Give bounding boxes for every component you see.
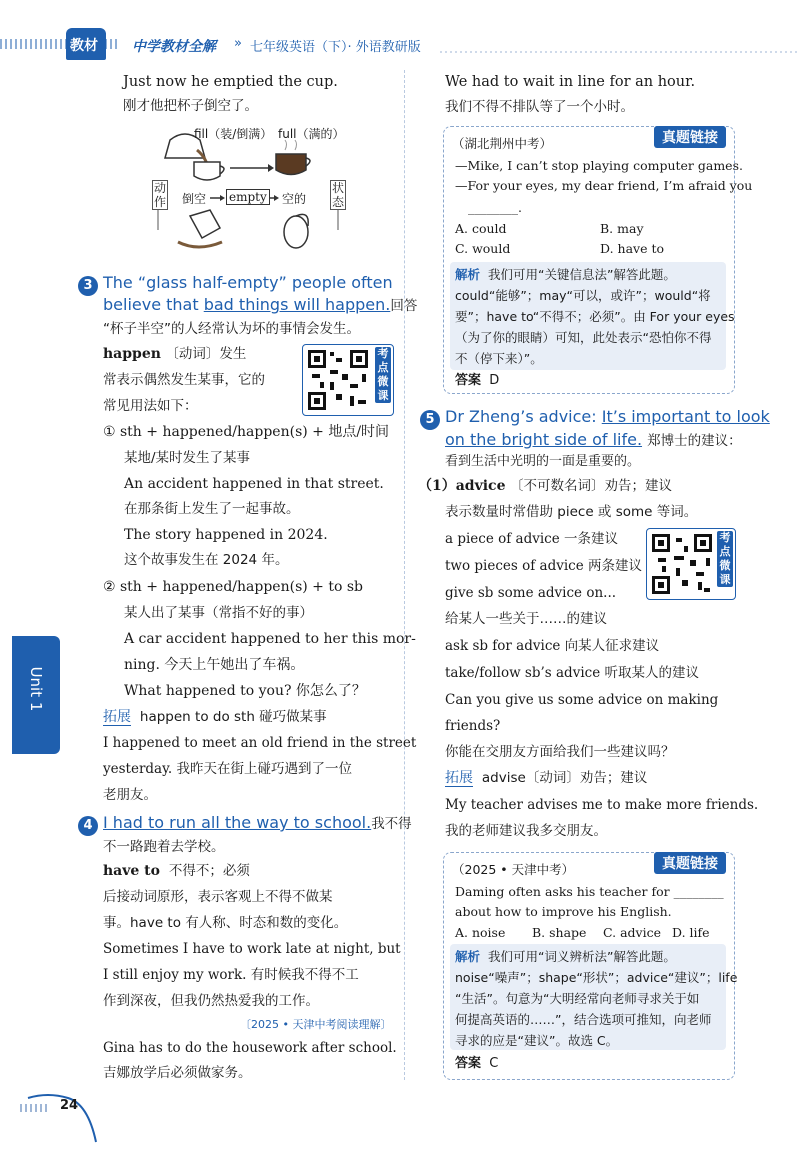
q1-analysis-4: （为了你的眼睛）可知，此处表示“恐怕你不得 <box>455 330 712 345</box>
extension-ex-1: I happened to meet an old friend in the street <box>103 735 417 751</box>
extension-ex-2: yesterday. 我昨天在街上碰巧遇到了一位 <box>103 761 353 777</box>
action-label: 动作 <box>153 181 166 209</box>
extension-label-2: 拓展 <box>445 770 473 786</box>
usage1-ex1-en: An accident happened in that street. <box>124 476 384 492</box>
qr-label: 考点微课 <box>717 531 733 587</box>
usage1-title: ① sth + happened/happen(s) + 地点/时间 <box>103 424 390 440</box>
q2-option-c: C. advice <box>603 925 661 940</box>
source-citation: 〔2025 • 天津中考阅读理解〕 <box>240 1018 392 1031</box>
extension-label: 拓展 <box>103 709 131 725</box>
usage1-ex2-en: The story happened in 2024. <box>124 527 328 543</box>
q1-option-d: D. have to <box>600 241 665 256</box>
have-to-ex2-cn: 吉娜放学后必须做家务。 <box>103 1065 252 1081</box>
usage1-cn: 某地/某时发生了某事 <box>124 450 251 466</box>
q1-option-c: C. would <box>455 241 511 256</box>
pour-label: 倒空 <box>182 192 207 206</box>
section4-heading: I had to run all the way to school.我不得 <box>103 813 412 832</box>
happen-desc-2: 常见用法如下： <box>103 398 198 414</box>
book-title: 中学教材全解 <box>132 39 216 55</box>
qr-label: 考点微课 <box>375 347 391 403</box>
have-to-ex1-1: Sometimes I have to work late at night, but <box>103 941 401 957</box>
section-number-5: 5 <box>420 410 440 430</box>
advice-ex1-2: friends? <box>445 718 501 734</box>
advice-phrase-1: a piece of advice 一条建议 <box>445 531 619 547</box>
q1-option-a: A. could <box>455 221 507 236</box>
have-to-ex1-3: 作到深夜，但我仍然热爱我的工作。 <box>103 993 319 1009</box>
advice-phrase-3: give sb some advice on... <box>445 585 617 601</box>
q1-line1: —Mike, I can’t stop playing computer games. <box>455 158 743 173</box>
section5-heading-line2: on the bright side of life. 郑博士的建议： <box>445 430 742 449</box>
word-have-to: have to 不得不；必须 <box>103 863 250 879</box>
happen-desc-1: 常表示偶然发生某事，它的 <box>103 372 265 388</box>
advice-phrase-3-cn: 给某人一些关于……的建议 <box>445 611 607 627</box>
word-happen: happen 〔动词〕发生 <box>103 346 247 362</box>
logo-icon: 教材 <box>66 28 106 60</box>
intro-example-cn: 刚才他把杯子倒空了。 <box>123 98 258 114</box>
fill-label: fill（装/倒满） <box>194 127 273 141</box>
q2-analysis-4: 何提高英语的……”，结合选项可推知，向老师 <box>455 1012 712 1027</box>
advice-ex1-cn: 你能在交朋友方面给我们一些建议吗？ <box>445 744 675 760</box>
q1-option-b: B. may <box>600 221 644 236</box>
q2-source: （2025 • 天津中考） <box>452 862 575 877</box>
page-number: 24 <box>60 1098 79 1113</box>
q2-analysis-3: “生活”。句意为“大明经常向老师寻求关于如 <box>455 991 700 1006</box>
q1-answer: 答案 D <box>455 373 500 388</box>
have-to-ex1-2: I still enjoy my work. 有时候我不得不工 <box>103 967 359 983</box>
top-example-en: We had to wait in line for an hour. <box>445 74 696 90</box>
usage2-ex2: What happened to you? 你怎么了？ <box>124 683 366 699</box>
fill-empty-diagram <box>150 120 350 260</box>
usage2-cn: 某人出了某事（常指不好的事） <box>124 605 313 621</box>
exam-link-tag-1: 真题链接 <box>654 126 726 148</box>
q2-line1: Daming often asks his teacher for ________ <box>455 884 724 899</box>
unit-side-tab-label: Unit 1 <box>27 666 45 712</box>
usage2-ex1-en-2: ning. 今天上午她出了车祸。 <box>124 657 305 673</box>
header-bar <box>0 30 800 60</box>
advice-phrase-4: ask sb for advice 向某人征求建议 <box>445 638 660 654</box>
extension-ex-3: 老朋友。 <box>103 787 157 803</box>
book-subject: 七年级英语（下）· 外语教研版 <box>250 40 421 55</box>
advise-ex-en: My teacher advises me to make more friends. <box>445 797 759 813</box>
advice-desc: 表示数量时常借助 piece 或 some 等词。 <box>445 504 698 520</box>
extension-happen: 拓展 happen to do sth 碰巧做某事 <box>103 709 327 725</box>
q1-analysis-3: 要”；have to“不得不；必须”。由 For your eyes <box>455 309 735 324</box>
chevron-icon: » <box>234 36 242 51</box>
q2-option-b: B. shape <box>532 925 587 940</box>
q1-analysis-2: could“能够”；may“可以，或许”；would“将 <box>455 288 711 303</box>
usage1-ex2-cn: 这个故事发生在 2024 年。 <box>124 552 289 568</box>
usage2-ex1-en-1: A car accident happened to her this mor- <box>124 631 416 647</box>
q2-answer: 答案 C <box>455 1056 499 1071</box>
word-advice: （1）advice 〔不可数名词〕劝告；建议 <box>418 478 672 494</box>
qr-code-advice[interactable] <box>646 528 736 600</box>
have-to-ex2-en: Gina has to do the housework after school. <box>103 1040 397 1056</box>
q2-option-d: D. life <box>672 925 710 940</box>
advice-ex1-1: Can you give us some advice on making <box>445 692 719 708</box>
intro-example-en: Just now he emptied the cup. <box>123 74 338 90</box>
q2-option-a: A. noise <box>455 925 506 940</box>
empty-word-box: empty <box>226 189 270 205</box>
section-number-3: 3 <box>78 276 98 296</box>
q1-blank: ________. <box>468 200 522 215</box>
q1-source: （湖北荆州中考） <box>452 136 553 151</box>
exam-link-tag-2: 真题链接 <box>654 852 726 874</box>
q1-analysis-5: 不（停下来）”。 <box>455 351 543 366</box>
have-to-desc-2: 事。have to 有人称、时态和数的变化。 <box>103 915 348 931</box>
section4-heading-cn: 不一路跑着去学校。 <box>103 839 225 855</box>
q1-analysis-1: 解析 我们可用“关键信息法”解答此题。 <box>455 267 676 282</box>
section3-heading-line1: The “glass half-empty” people often <box>103 273 393 292</box>
advice-phrase-2: two pieces of advice 两条建议 <box>445 558 643 574</box>
usage2-title: ② sth + happened/happen(s) + to sb <box>103 579 363 595</box>
section5-heading-cn: 看到生活中光明的一面是重要的。 <box>445 454 641 469</box>
q2-analysis-1: 解析 我们可用“词义辨析法”解答此题。 <box>455 949 676 964</box>
qr-code-happen[interactable] <box>302 344 394 416</box>
usage1-ex1-cn: 在那条街上发生了一起事故。 <box>124 501 300 517</box>
section-number-4: 4 <box>78 816 98 836</box>
column-divider <box>404 70 405 1080</box>
section5-heading-line1: Dr Zheng’s advice: It’s important to look <box>445 407 770 426</box>
have-to-desc-1: 后接动词原形，表示客观上不得不做某 <box>103 889 333 905</box>
section3-heading-cn: “杯子半空”的人经常认为坏的事情会发生。 <box>103 321 360 337</box>
state-label: 状态 <box>331 181 344 209</box>
empty-cn-label: 空的 <box>282 192 307 206</box>
q1-line2: —For your eyes, my dear friend, I’m afraid you <box>455 178 753 193</box>
advise-ex-cn: 我的老师建议我多交朋友。 <box>445 823 607 839</box>
advice-phrase-5: take/follow sb’s advice 听取某人的建议 <box>445 665 699 681</box>
full-label: full（满的） <box>278 127 345 141</box>
q2-analysis-2: noise“噪声”；shape“形状”；advice“建议”；life <box>455 970 738 985</box>
q2-analysis-5: 寻求的应是“建议”。故选 C。 <box>455 1033 619 1048</box>
section3-heading-line2: believe that bad things will happen.回答 <box>103 295 418 314</box>
extension-advise: 拓展 advise〔动词〕劝告；建议 <box>445 770 648 786</box>
q2-line2: about how to improve his English. <box>455 904 672 919</box>
top-example-cn: 我们不得不排队等了一个小时。 <box>445 99 634 115</box>
